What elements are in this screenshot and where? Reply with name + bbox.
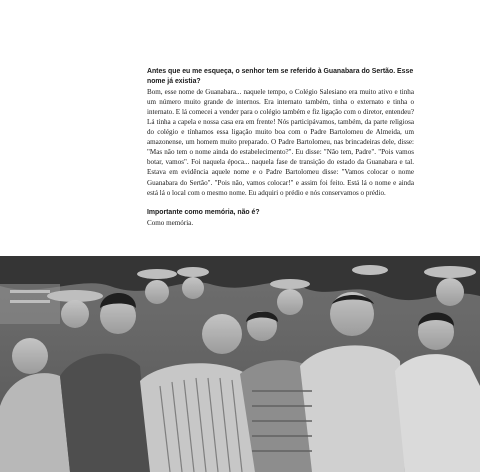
interview-answer: Bom, esse nome de Guanabara... naquele tempo, o Colégio Salesiano era muito ativo e tinha um número muito grande de internos. Era internato também, tinha o externato e tinha o internato. E lá comecei a vender para o colégio também e fiz ligação com o diretor, entendeu? Lá tinha a capela e nossa casa era em frente! Nós participávamos, também, da parte religiosa do colégio e tínhamos essa ligação muito boa com o Padre Bartolomeu de Almeida, um amazonense, um homem muito preparado. O Padre Bartolomeu, nas brincadeiras dele, disse: "Mas não tem o nome ainda do estabelecimento?". Eu disse: "Não tem, Padre". "Pois vamos botar, vamos". Foi naquela época... naquela fase de transição do estado da Guanabara e tal. Estava em evidência aquele nome e o Padre Bartolomeu disse: "Vamos colocar o nome Guanabara do Sertão". "Pois não, vamos colocar!" e assim foi feito. Está lá o nome e ainda está lá o local com o mesmo nome. Eu adquiri o prédio e nós conservamos o prédio.	[147, 88, 414, 197]
group-photo	[0, 256, 480, 472]
interview-question: Importante como memória, não é?	[147, 208, 260, 216]
group-photo-image	[0, 256, 480, 472]
interview-question: Antes que eu me esqueça, o senhor tem se referido à Guanabara do Sertão. Esse nome já existia?	[147, 68, 414, 86]
interview-answer: Como memória.	[147, 218, 194, 227]
interview-text	[147, 67, 414, 228]
